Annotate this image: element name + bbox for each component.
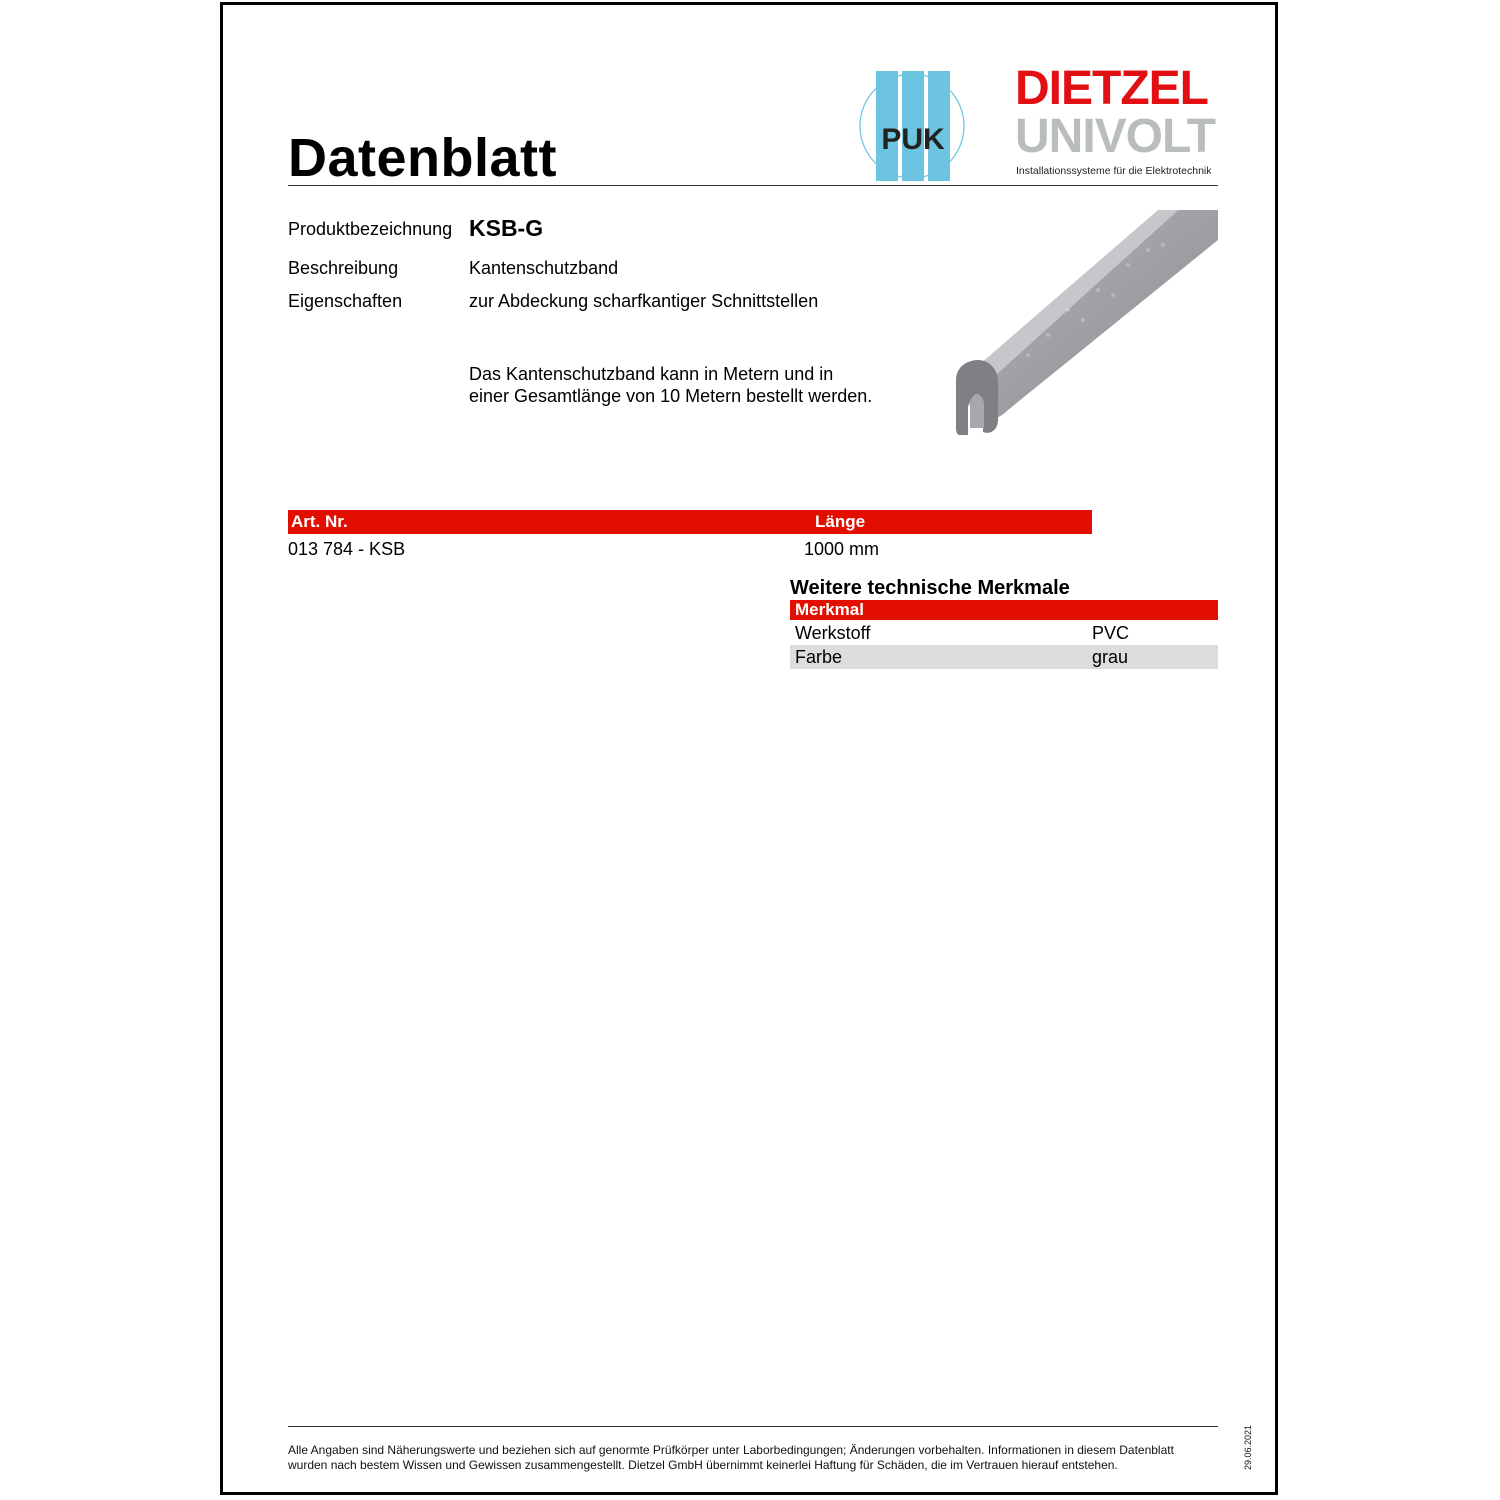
article-number-cell: 013 784 - KSB (288, 539, 406, 559)
tech-table-header (790, 600, 1218, 620)
properties-value: zur Abdeckung scharfkantiger Schnittstellen (469, 291, 819, 311)
puk-logo-text: PUK (881, 123, 945, 156)
brand-tagline: Installationssysteme für die Elektrotechnik (1016, 165, 1212, 177)
article-table-header (288, 510, 1092, 534)
order-note (469, 363, 909, 407)
datasheet-page (220, 2, 1278, 1495)
order-note-line: Das Kantenschutzband kann in Metern und in (469, 364, 834, 384)
footer-line: Alle Angaben sind Näherungswerte und beziehen sich auf genormte Prüfkörper unter Laborbedingungen; Änderungen vorbehalten. Informationen in diesem Datenblatt (288, 1443, 1174, 1457)
footer-divider (288, 1426, 1218, 1427)
order-note-line: einer Gesamtlänge von 10 Metern bestellt werden. (469, 386, 873, 406)
header-divider (288, 185, 1218, 186)
feature-value: grau (1092, 647, 1129, 667)
product-image (948, 210, 1218, 445)
document-date: 29.06.2021 (1243, 1424, 1253, 1470)
table-row (790, 621, 1218, 645)
product-name-label: Produktbezeichnung (288, 219, 453, 239)
description-label: Beschreibung (288, 258, 399, 278)
column-header-feature: Merkmal (795, 600, 864, 619)
table-row (790, 645, 1218, 669)
brand-dietzel: DIETZEL (1015, 62, 1208, 115)
feature-key: Werkstoff (795, 623, 871, 643)
page-title: Datenblatt (288, 128, 558, 188)
description-value: Kantenschutzband (469, 258, 619, 278)
brand-univolt: UNIVOLT (1015, 110, 1216, 163)
properties-label: Eigenschaften (288, 291, 403, 311)
product-name-value: KSB-G (469, 215, 544, 241)
footer-disclaimer (288, 1443, 1223, 1473)
puk-logo (859, 71, 971, 181)
footer-line: wurden nach bestem Wissen und Gewissen zusammengestellt. Dietzel GmbH übernimmt keinerlei Haftung für Schäden, die im Vertrauen hierauf entstehen. (288, 1458, 1118, 1472)
length-cell: 1000 mm (804, 539, 880, 559)
column-header-article-number: Art. Nr. (291, 512, 348, 531)
column-header-length: Länge (815, 512, 866, 531)
feature-key: Farbe (795, 647, 843, 667)
tech-features-title: Weitere technische Merkmale (790, 577, 1070, 599)
feature-value: PVC (1092, 623, 1130, 643)
